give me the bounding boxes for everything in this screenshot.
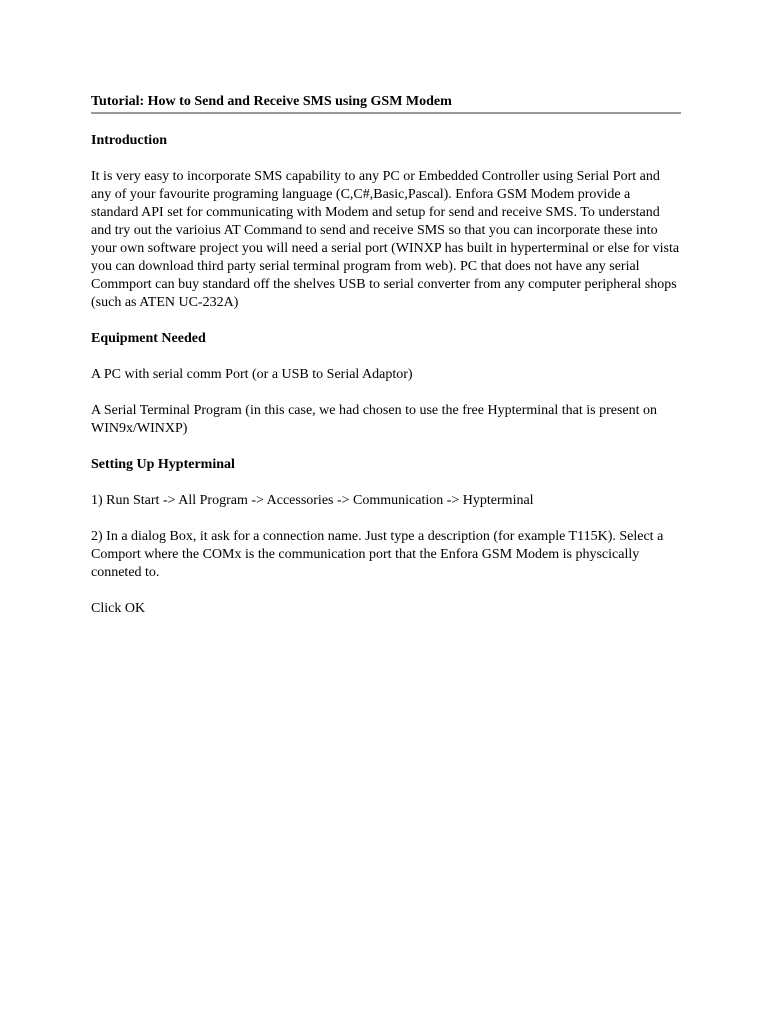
document-body: [91, 93, 681, 618]
document-title: Tutorial: How to Send and Receive SMS using GSM Modem: [91, 93, 681, 114]
section-heading-introduction: Introduction: [91, 133, 167, 148]
setup-step-2: 2) In a dialog Box, it ask for a connection name. Just type a description (for example T115K). Select a Comport where the COMx is the communication port that the Enfora GSM Modem is physcically conneted to.: [91, 529, 664, 580]
setup-step-1: 1) Run Start -> All Program -> Accessories -> Communication -> Hypterminal: [91, 493, 534, 508]
equipment-item-terminal-program: A Serial Terminal Program (in this case, we had chosen to use the free Hypterminal that is present on WIN9x/WINXP): [91, 403, 657, 436]
section-heading-setting-up-hypterminal: Setting Up Hypterminal: [91, 457, 235, 472]
section-heading-equipment-needed: Equipment Needed: [91, 331, 206, 346]
equipment-item-pc: A PC with serial comm Port (or a USB to Serial Adaptor): [91, 367, 413, 382]
setup-click-ok: Click OK: [91, 601, 146, 616]
introduction-paragraph: It is very easy to incorporate SMS capability to any PC or Embedded Controller using Serial Port and any of your favourite programing language (C,C#,Basic,Pascal). Enfora GSM Modem provide a standard API set for communicating with Modem and setup for send and receive SMS. To understand and try out the varioius AT Command to send and receive SMS so that you can incorporate these into your own software project you will need a serial port (WINXP has built in hyperterminal or else for vista you can download third party serial terminal program from web). PC that does not have any serial Commport can buy standard off the shelves USB to serial converter from any computer peripheral shops (such as ATEN UC-232A): [91, 169, 680, 310]
